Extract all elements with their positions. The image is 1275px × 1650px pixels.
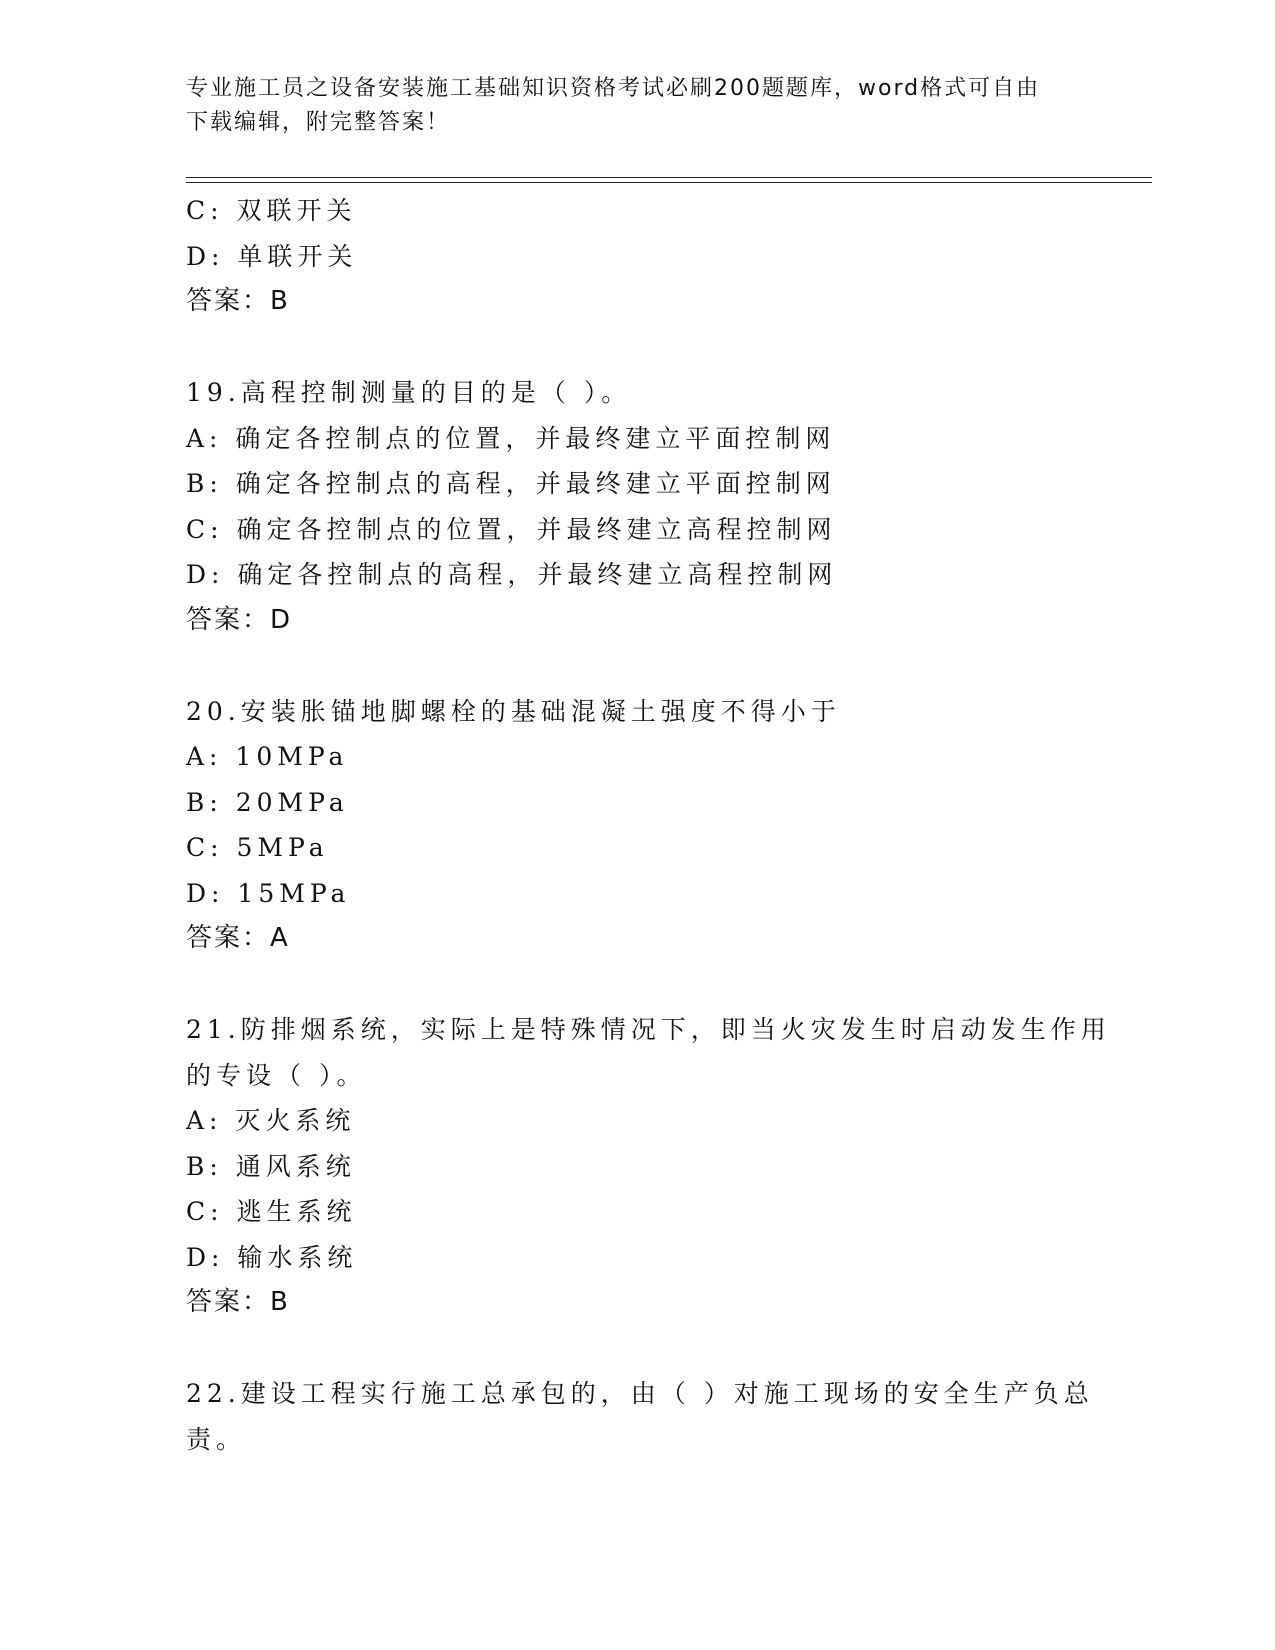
option-c: C: 5MPa	[186, 833, 329, 862]
option-a: A: 10MPa	[186, 742, 349, 771]
header-divider-top	[186, 177, 1152, 178]
option-d: D: 单联开关	[186, 241, 358, 271]
question-text: 19.高程控制测量的目的是（ ）。	[186, 378, 632, 407]
question-19	[186, 370, 1086, 643]
header-title-line-2: 下载编辑，附完整答案！	[186, 110, 451, 135]
spacer	[186, 1326, 1086, 1372]
header-title-line-1: 专业施工员之设备安装施工基础知识资格考试必刷200题题库，word格式可自由	[186, 76, 1041, 101]
option-a: A: 确定各控制点的位置，并最终建立平面控制网	[186, 423, 836, 453]
option-d: D: 15MPa	[186, 878, 351, 908]
question-20	[186, 689, 1086, 962]
spacer	[186, 962, 1086, 1008]
spacer	[186, 643, 1086, 689]
question-18-tail	[186, 188, 1086, 325]
answer: 答案：D	[186, 604, 293, 635]
option-d: D: 确定各控制点的高程，并最终建立高程控制网	[186, 560, 838, 589]
question-22	[186, 1371, 1094, 1462]
option-c: C: 双联开关	[186, 196, 357, 225]
answer: 答案：A	[186, 923, 290, 953]
question-list	[186, 188, 1111, 1462]
option-b: B: 通风系统	[186, 1151, 356, 1181]
option-d: D: 输水系统	[186, 1242, 358, 1272]
question-text-line-1: 22.建设工程实行施工总承包的，由（ ）对施工现场的安全生产负总	[186, 1379, 1094, 1408]
question-text-line-1: 21.防排烟系统，实际上是特殊情况下，即当火灾发生时启动发生作用	[186, 1015, 1111, 1044]
page-header	[186, 72, 1066, 140]
option-b: B: 20MPa	[186, 787, 349, 817]
answer: 答案：B	[186, 1287, 290, 1317]
spacer	[186, 325, 1086, 371]
question-21	[186, 1007, 1111, 1326]
question-text-line-2: 的专设（ ）。	[186, 1060, 367, 1090]
question-text-line-2: 责。	[186, 1424, 247, 1454]
option-c: C: 逃生系统	[186, 1197, 357, 1226]
option-c: C: 确定各控制点的位置，并最终建立高程控制网	[186, 514, 837, 544]
header-divider-bottom	[186, 182, 1152, 183]
question-text: 20.安装胀锚地脚螺栓的基础混凝土强度不得小于	[186, 696, 841, 726]
answer: 答案：B	[186, 286, 290, 316]
option-a: A: 灭火系统	[186, 1106, 356, 1135]
option-b: B: 确定各控制点的高程，并最终建立平面控制网	[186, 469, 836, 498]
